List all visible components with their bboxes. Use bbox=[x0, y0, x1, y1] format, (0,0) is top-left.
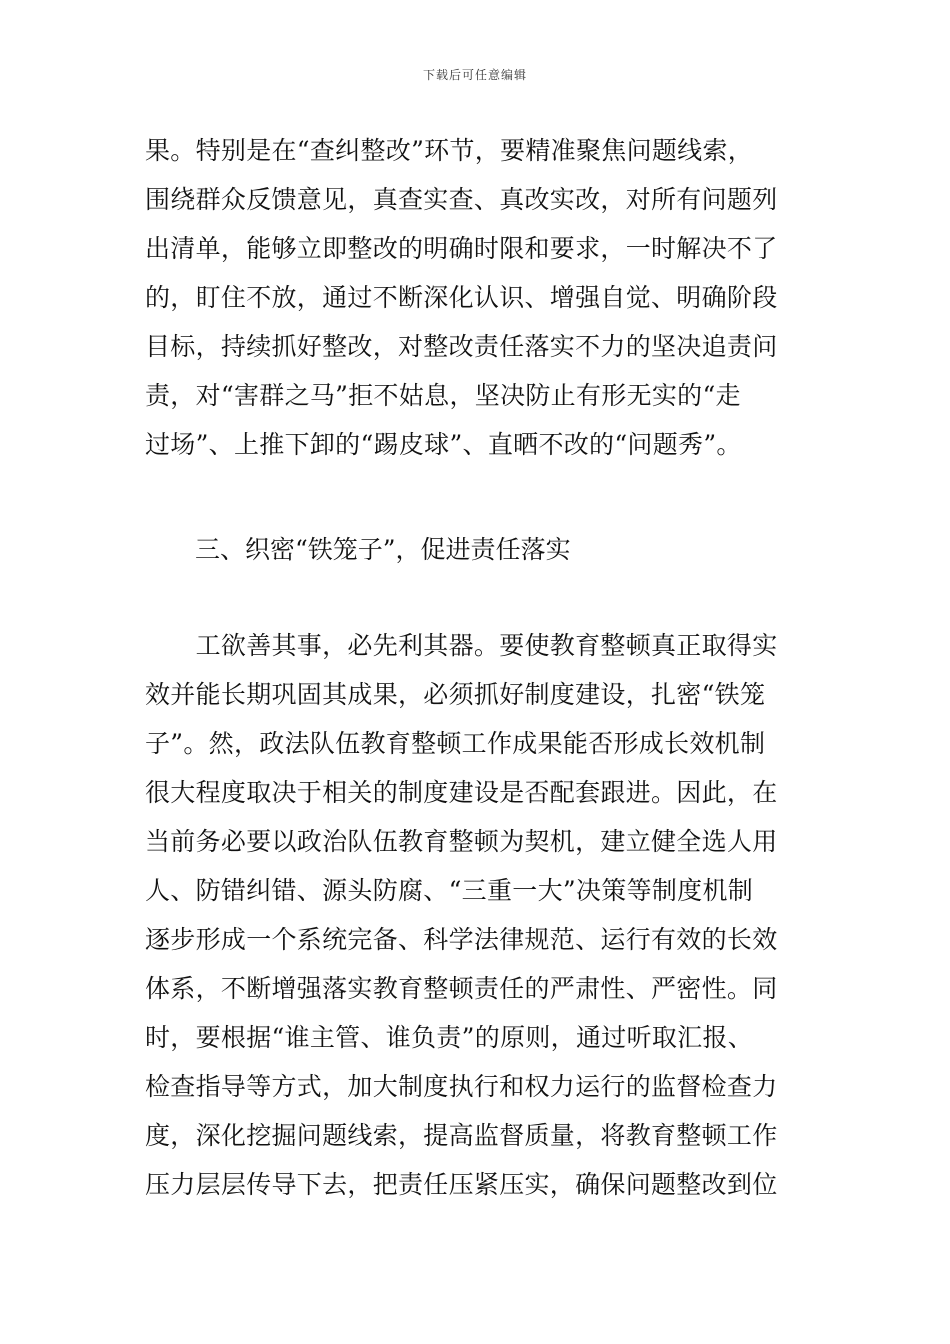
paragraph-line: 逐步形成一个系统完备、科学法律规范、运行有效的长效 bbox=[145, 925, 778, 954]
paragraph-line: 压力层层传导下去，把责任压紧压实，确保问题整改到位 bbox=[145, 1170, 778, 1199]
paragraph-line: 当前务必要以政治队伍教育整顿为契机，建立健全选人用 bbox=[145, 827, 778, 856]
paragraph-line: 人、防错纠错、源头防腐、“三重一大”决策等制度机制 bbox=[145, 876, 754, 905]
paragraph-line: 工欲善其事，必先利其器。要使教育整顿真正取得实 bbox=[145, 631, 778, 660]
paragraph-line: 围绕群众反馈意见，真查实查、真改实改，对所有问题列 bbox=[145, 185, 778, 214]
paragraph-line: 子”。然，政法队伍教育整顿工作成果能否形成长效机制 bbox=[145, 729, 766, 758]
paragraph-line: 的，盯住不放，通过不断深化认识、增强自觉、明确阶段 bbox=[145, 283, 778, 312]
paragraph-2 bbox=[145, 621, 805, 1209]
paragraph-line: 时，要根据“谁主管、谁负责”的原则，通过听取汇报、 bbox=[145, 1023, 754, 1052]
paragraph-line: 体系，不断增强落实教育整顿责任的严肃性、严密性。同 bbox=[145, 974, 778, 1003]
paragraph-line: 很大程度取决于相关的制度建设是否配套跟进。因此，在 bbox=[145, 778, 778, 807]
paragraph-line: 效并能长期巩固其成果，必须抓好制度建设，扎密“铁笼 bbox=[145, 680, 766, 709]
page-header: 下载后可任意编辑 bbox=[422, 68, 527, 82]
paragraph-line: 责，对“害群之马”拒不姑息，坚决防止有形无实的“走 bbox=[145, 381, 741, 410]
paragraph-line: 度，深化挖掘问题线索，提高监督质量，将教育整顿工作 bbox=[145, 1121, 778, 1150]
paragraph-1 bbox=[145, 126, 805, 469]
section-heading: 三、织密“铁笼子”，促进责任落实 bbox=[195, 535, 571, 564]
paragraph-line: 检查指导等方式，加大制度执行和权力运行的监督检查力 bbox=[145, 1072, 778, 1101]
paragraph-line: 出清单，能够立即整改的明确时限和要求，一时解决不了 bbox=[145, 234, 778, 263]
paragraph-line: 过场”、上推下卸的“踢皮球”、直晒不改的“问题秀”。 bbox=[145, 430, 742, 459]
paragraph-line: 果。特别是在“查纠整改”环节，要精准聚焦问题线索， bbox=[145, 136, 754, 165]
paragraph-line: 目标，持续抓好整改，对整改责任落实不力的坚决追责问 bbox=[145, 332, 778, 361]
